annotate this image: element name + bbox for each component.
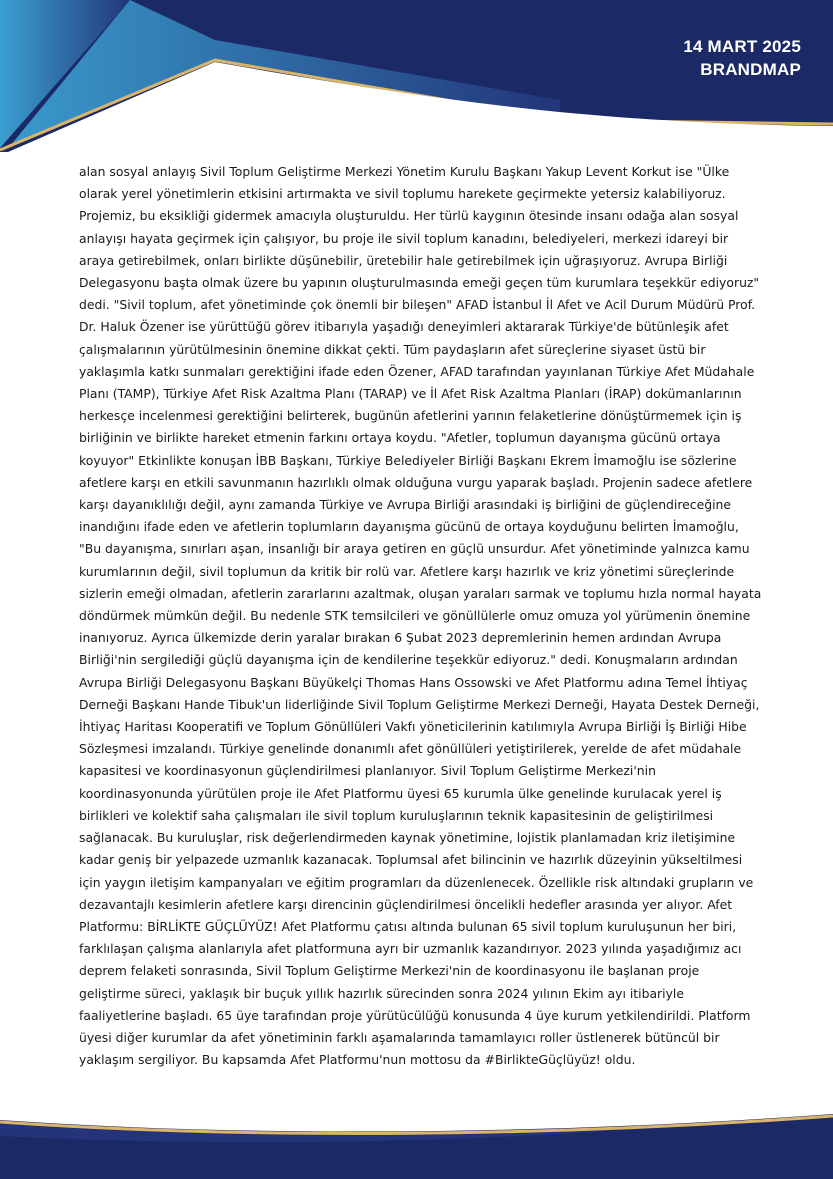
issue-date: 14 MART 2025 [683, 37, 801, 56]
article-body: alan sosyal anlayış Sivil Toplum Geliştirme Merkezi Yönetim Kurulu Başkanı Yakup Levent Korkut ise "Ülke olarak yerel yönetimlerin etkisini artırmakta ve sivil toplumu harekete geçirmekte yetersiz kalabiliyoruz. Projemiz, bu eksikliği gidermek amacıyla oluşturuldu. Her türlü kaygının ötesinde insanı odağa alan sosyal anlayışı hayata geçirmek için çalışıyor, bu proje ile sivil toplum kanadını, belediyeleri, merkezi idareyi bir araya getirebilmek, onları birlikte düşünebilir, üretebilir hale getirebilmek için uğraşıyoruz. Avrupa Birliği Delegasyonu başta olmak üzere bu yapının oluşturulmasında emeği geçen tüm kurumlara teşekkür ediyoruz" dedi. "Sivil toplum, afet yönetiminde çok önemli bir bileşen" AFAD İstanbul İl Afet ve Acil Durum Müdürü Prof. Dr. Haluk Özener ise yürüttüğü görev itibarıyla yaşadığı deneyimleri aktararak Türkiye'de bütünleşik afet çalışmalarının yürütülmesinin önemine dikkat çekti. Tüm paydaşların afet süreçlerine siyaset üstü bir yaklaşımla katkı sunmaları gerektiğini ifade eden Özener, AFAD tarafından yayınlanan Türkiye Afet Müdahale Planı (TAMP), Türkiye Afet Risk Azaltma Planı (TARAP) ve İl Afet Risk Azaltma Planları (İRAP) dokümanlarının herkesçe incelenmesi gerektiğini belirterek, bugünün afetlerini yarının felaketlerine dönüştürmemek için iş birliğinin ve birlikte hareket etmenin farkını ortaya koydu. "Afetler, toplumun dayanışma gücünü ortaya koyuyor" Etkinlikte konuşan İBB Başkanı, Türkiye Belediyeler Birliği Başkanı Ekrem İmamoğlu ise sözlerine afetlere karşı en etkili savunmanın hazırlıklı olmak olduğuna vurgu yaparak başladı. Projenin sadece afetlere karşı dayanıklılığı değil, aynı zamanda Türkiye ve Avrupa Birliği arasındaki iş birliğini de güçlendireceğine inandığını ifade eden ve afetlerin toplumların dayanışma gücünü de ortaya koyduğunu belirten İmamoğlu, "Bu dayanışma, sınırları aşan, insanlığı bir araya getiren en güçlü unsurdur. Afet yönetiminde yalnızca kamu kurumlarının değil, sivil toplumun da kritik bir rolü var. Afetlere karşı hazırlık ve kriz yönetimi süreçlerinde sizlerin emeği olmadan, afetlerin zararlarını azaltmak, oluşan yaraları sarmak ve toplumu hızla normal hayata döndürmek mümkün değil. Bu nedenle STK temsilcileri ve gönüllülerle omuz omuza yol yürümenin önemine inanıyoruz. Ayrıca ülkemizde derin yaralar bırakan 6 Şubat 2023 depremlerinin hemen ardından Avrupa Birliği'nin sergilediği güçlü dayanışma için de kendilerine teşekkür ediyoruz." dedi. Konuşmaların ardından Avrupa Birliği Delegasyonu Başkanı Büyükelçi Thomas Hans Ossowski ve Afet Platformu adına Temel İhtiyaç Derneği Başkanı Hande Tibuk'un liderliğinde Sivil Toplum Geliştirme Merkezi Derneği, Hayata Destek Derneği, İhtiyaç Haritası Kooperatifi ve Toplum Gönüllüleri Vakfı yöneticilerinin katılımıyla Avrupa Birliği İş Birliği Hibe Sözleşmesi imzalandı. Türkiye genelinde donanımlı afet gönüllüleri yetiştirilerek, yerelde de afet müdahale kapasitesi ve koordinasyonun güçlendirilmesi planlanıyor. Sivil Toplum Geliştirme Merkezi'nin koordinasyonunda yürütülen proje ile Afet Platformu üyesi 65 kurumla ülke genelinde kurulacak yerel iş birlikleri ve kolektif saha çalışmaları ile sivil toplum kuruluşlarının teknik kapasitesinin de geliştirilmesi sağlanacak. Bu kuruluşlar, risk değerlendirmeden kaynak yönetimine, lojistik planlamadan kriz iletişimine kadar geniş bir yelpazede uzmanlık kazanacak. Toplumsal afet bilincinin ve hazırlık düzeyinin yükseltilmesi için yaygın iletişim kampanyaları ve eğitim programları da düzenlenecek. Özellikle risk altındaki grupların ve dezavantajlı kesimlerin afetlere karşı direncinin güçlendirilmesi öncelikli hedefler arasında yer alıyor. Afet Platformu: BİRLİKTE GÜÇLÜYÜZ! Afet Platformu çatısı altında bulunan 65 sivil toplum kuruluşunun her biri, farklılaşan çalışma alanlarıyla afet platformuna ayrı bir uzmanlık kazandırıyor. 2023 yılında yaşadığımız acı deprem felaketi sonrasında, Sivil Toplum Geliştirme Merkezi'nin de koordinasyonu ile başlanan proje geliştirme süreci, yaklaşık bir buçuk yıllık hazırlık sürecinden sonra 2024 yılının Ekim ayı itibariyle faaliyetlerine başladı. 65 üye tarafından proje yürütücülüğü konusunda 4 üye kurum yetkilendirildi. Platform üyesi diğer kurumlar da afet yönetiminin farklı aşamalarında tamamlayıcı roller üstlenerek bütüncül bir yaklaşım sergiliyor. Bu kapsamda Afet Platformu'nun mottosu da #BirlikteGüçlüyüz! oldu. [79, 164, 762, 1068]
header-banner [0, 0, 833, 170]
footer-band [0, 1100, 833, 1179]
header-meta [683, 35, 801, 81]
brand-name: BRANDMAP [700, 60, 801, 79]
